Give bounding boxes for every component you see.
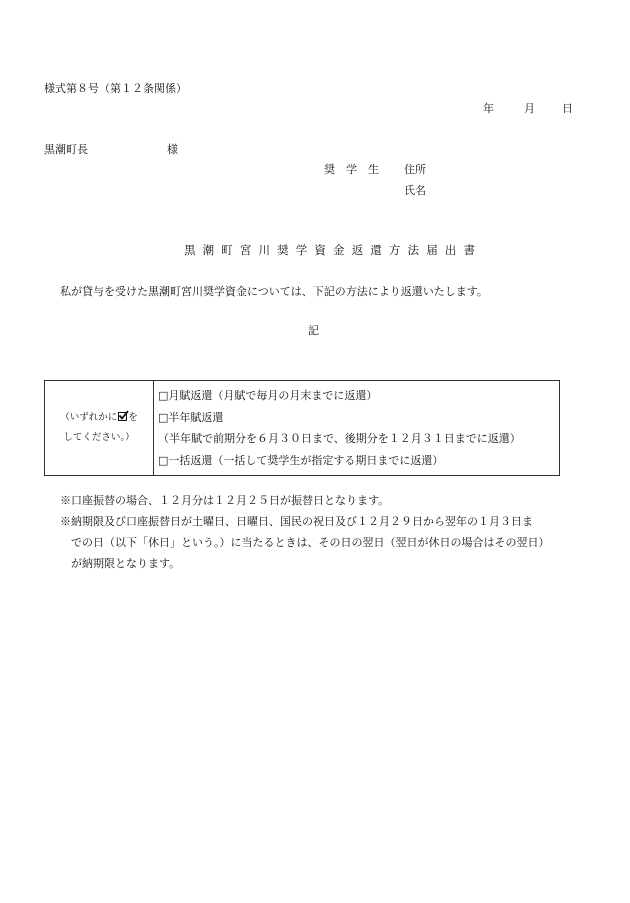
- applicant-address-label: 住所: [404, 163, 426, 176]
- instruction-cell: [45, 381, 154, 476]
- option-semiannual[interactable]: □半年賦返還: [158, 410, 224, 424]
- options-table: [44, 380, 560, 476]
- option-lump-sum[interactable]: □一括返還（一括して奨学生が指定する期日までに返還）: [158, 453, 444, 467]
- note-2-end: が納期限となります。: [71, 557, 181, 570]
- option-monthly[interactable]: □月賦返還（月賦で毎月の月末までに返還）: [158, 389, 378, 402]
- applicant-label: 奨 学 生: [324, 163, 379, 176]
- date-year-label: 年: [483, 102, 494, 115]
- instruction-line-2: してください。）: [63, 432, 135, 443]
- recipient: 黒潮町長: [44, 143, 88, 156]
- statement: 私が貸与を受けた黒潮町宮川奨学資金については、下記の方法により返還いたします。: [60, 285, 488, 298]
- ki-heading: 記: [308, 324, 319, 337]
- note-2-cont: での日（以下「休日」という。）に当たるときは、その日の翌日（翌日が休日の場合はその翌日）: [71, 536, 550, 549]
- note-1: ※口座振替の場合、１２月分は１２月２５日が振替日となります。: [60, 494, 390, 507]
- date-day-label: 日: [562, 102, 573, 115]
- form-number: 様式第８号（第１２条関係）: [44, 82, 187, 95]
- applicant-name-label: 氏名: [404, 184, 426, 197]
- option-semiannual-detail: （半年賦で前期分を６月３０日まで、後期分を１２月３１日までに返還）: [158, 432, 521, 445]
- date-month-label: 月: [524, 102, 535, 115]
- checked-box-icon: [118, 412, 127, 421]
- note-2: ※納期限及び口座振替日が土曜日、日曜日、国民の祝日及び１２月２９日から翌年の１月３日ま: [60, 515, 533, 528]
- document-title: 黒潮町宮川奨学資金返還方法届出書: [184, 243, 483, 257]
- options-cell: [154, 381, 560, 476]
- instruction-line-1: （いずれかに を: [60, 412, 138, 423]
- recipient-suffix: 様: [167, 143, 178, 156]
